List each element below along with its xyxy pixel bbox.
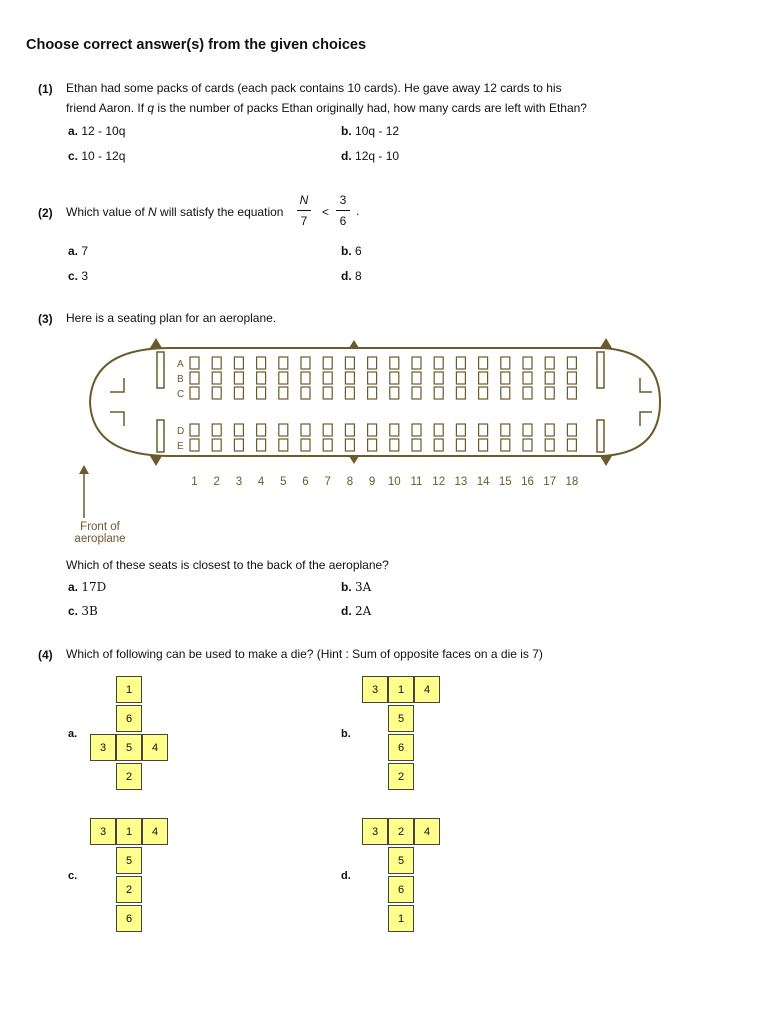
seat-7D <box>323 424 332 436</box>
seat-9D <box>368 424 377 436</box>
seat-12C <box>434 387 443 399</box>
seat-number-11: 11 <box>410 476 423 488</box>
option-text: 12 - 10q <box>81 124 126 138</box>
seat-number-17: 17 <box>543 476 557 488</box>
seat-11D <box>412 424 421 436</box>
net-b-face: 5 <box>388 705 414 732</box>
seat-1A <box>190 357 199 369</box>
seat-5B <box>279 372 288 384</box>
net-d-face: 3 <box>362 818 388 845</box>
seat-18D <box>567 424 576 436</box>
seat-3E <box>234 439 243 451</box>
seat-number-18: 18 <box>565 476 579 488</box>
seat-7E <box>323 439 332 451</box>
seat-18C <box>567 387 576 399</box>
net-a-face: 4 <box>142 734 168 761</box>
question-1-line-1: Ethan had some packs of cards (each pack contains 10 cards). He gave away 12 cards to his <box>66 81 562 95</box>
door-marker-top-mid <box>349 340 359 348</box>
seat-3A <box>234 357 243 369</box>
q1-option-a[interactable] <box>68 124 125 138</box>
seat-6C <box>301 387 310 399</box>
seat-10E <box>390 439 399 451</box>
option-letter: d. <box>341 269 352 283</box>
seat-9E <box>368 439 377 451</box>
seat-9B <box>368 372 377 384</box>
seat-17A <box>545 357 554 369</box>
front-arrow <box>79 465 89 518</box>
option-text: 17D <box>81 580 107 594</box>
q3-option-d[interactable] <box>341 604 371 618</box>
q3-option-a[interactable] <box>68 580 106 594</box>
q3-option-c[interactable] <box>68 604 98 618</box>
fraction-2-denominator: 6 <box>339 214 347 228</box>
seat-number-10: 10 <box>387 476 401 488</box>
option-letter: b. <box>341 244 352 258</box>
net-b-face: 4 <box>414 676 440 703</box>
q1-option-b[interactable] <box>341 124 399 138</box>
seat-number-7: 7 <box>324 476 331 488</box>
door-marker-top-front <box>150 338 162 348</box>
door-marker-bottom-mid <box>349 456 359 464</box>
option-letter: a. <box>68 580 79 594</box>
seat-14A <box>479 357 488 369</box>
seat-14C <box>479 387 488 399</box>
seat-11B <box>412 372 421 384</box>
row-letter-c: C <box>177 389 185 400</box>
seat-13A <box>456 357 465 369</box>
seat-10A <box>390 357 399 369</box>
seat-3D <box>234 424 243 436</box>
seat-17C <box>545 387 554 399</box>
seat-numbers <box>191 476 578 488</box>
front-label-line-2: aeroplane <box>74 533 126 545</box>
question-4-number: (4) <box>38 648 53 662</box>
seat-13D <box>456 424 465 436</box>
net-c-face: 6 <box>116 905 142 932</box>
seat-number-2: 2 <box>213 476 220 488</box>
seat-16B <box>523 372 532 384</box>
question-3-text: Here is a seating plan for an aeroplane. <box>66 311 277 325</box>
seat-15E <box>501 439 510 451</box>
seat-18E <box>567 439 576 451</box>
option-text: 10 - 12q <box>81 149 126 163</box>
seat-8A <box>345 357 354 369</box>
seat-2D <box>212 424 221 436</box>
net-a-face: 5 <box>116 734 142 761</box>
seat-8E <box>345 439 354 451</box>
q2-variable: N <box>148 205 157 219</box>
relation-symbol: < <box>322 205 330 219</box>
option-letter: c. <box>68 269 79 283</box>
option-text: 6 <box>355 244 362 258</box>
q2-text-part: will satisfy the equation <box>156 205 284 219</box>
seat-number-14: 14 <box>476 476 490 488</box>
seat-8C <box>345 387 354 399</box>
seat-7A <box>323 357 332 369</box>
option-letter: c. <box>68 149 79 163</box>
seat-10D <box>390 424 399 436</box>
seat-6A <box>301 357 310 369</box>
seat-16E <box>523 439 532 451</box>
seat-9C <box>368 387 377 399</box>
fraction-bar <box>297 210 311 211</box>
option-letter: d. <box>341 604 352 618</box>
seat-17B <box>545 372 554 384</box>
seat-1E <box>190 439 199 451</box>
net-d-face: 2 <box>388 818 414 845</box>
seat-5E <box>279 439 288 451</box>
seat-1D <box>190 424 199 436</box>
seat-11E <box>412 439 421 451</box>
seat-2A <box>212 357 221 369</box>
seat-17E <box>545 439 554 451</box>
option-letter: b. <box>341 124 352 138</box>
option-letter: a. <box>68 244 79 258</box>
seat-13E <box>456 439 465 451</box>
seat-18A <box>567 357 576 369</box>
option-text: 2A <box>355 604 372 618</box>
q2-option-a[interactable] <box>68 244 88 258</box>
seat-18B <box>567 372 576 384</box>
q2-option-c[interactable] <box>68 269 88 283</box>
seat-number-9: 9 <box>368 476 376 488</box>
option-text: 3 <box>81 269 89 283</box>
seat-7B <box>323 372 332 384</box>
seat-8D <box>345 424 354 436</box>
equation-period: . <box>356 204 360 218</box>
fraction-bar <box>336 210 350 211</box>
net-d-face: 4 <box>414 818 440 845</box>
seat-2C <box>212 387 221 399</box>
seat-12A <box>434 357 443 369</box>
question-3-prompt: Which of these seats is closest to the back of the aeroplane? <box>66 558 389 572</box>
seat-7C <box>323 387 332 399</box>
seat-16A <box>523 357 532 369</box>
net-c-face: 2 <box>116 876 142 903</box>
question-1-line-2 <box>66 98 706 118</box>
question-2-text <box>66 202 283 222</box>
q2-option-b[interactable] <box>341 244 362 258</box>
seat-12E <box>434 439 443 451</box>
row-letter-e: E <box>177 441 184 452</box>
seat-4D <box>257 424 266 436</box>
q1-option-c[interactable] <box>68 149 125 163</box>
q2-option-d[interactable] <box>341 269 362 283</box>
seat-6B <box>301 372 310 384</box>
option-text: 8 <box>355 269 362 283</box>
fraction-1-numerator: N <box>299 193 309 207</box>
net-b-face: 6 <box>388 734 414 761</box>
net-c-face: 4 <box>142 818 168 845</box>
seat-4A <box>257 357 266 369</box>
seat-12D <box>434 424 443 436</box>
q2-text-part: Which value of <box>66 205 149 219</box>
fraction-2 <box>335 193 351 228</box>
seat-12B <box>434 372 443 384</box>
seat-14B <box>479 372 488 384</box>
seat-number-13: 13 <box>454 476 468 488</box>
option-text: 3B <box>81 604 98 618</box>
question-4-text: Which of following can be used to make a die? (Hint : Sum of opposite faces on a die is 7) <box>66 647 543 661</box>
seat-8B <box>345 372 354 384</box>
seat-10B <box>390 372 399 384</box>
question-1-text <box>66 78 706 118</box>
fraction-1 <box>296 193 312 228</box>
q1-variable: q <box>147 101 155 115</box>
net-b-face: 3 <box>362 676 388 703</box>
seat-number-3: 3 <box>235 476 243 488</box>
net-d-face: 5 <box>388 847 414 874</box>
option-text: 3A <box>355 580 372 594</box>
seat-16D <box>523 424 532 436</box>
seat-11A <box>412 357 421 369</box>
seat-5C <box>279 387 288 399</box>
door-marker-bottom-rear <box>600 456 612 466</box>
row-letter-d: D <box>177 426 185 437</box>
seat-14D <box>479 424 488 436</box>
net-a-face: 6 <box>116 705 142 732</box>
q1-text-part: is the number of packs Ethan originally had, how many cards are left with Ethan? <box>154 101 587 115</box>
option-letter: d. <box>341 149 352 163</box>
seat-number-1: 1 <box>191 476 198 488</box>
seat-9A <box>368 357 377 369</box>
fraction-2-numerator: 3 <box>339 193 347 207</box>
option-text: 12q - 10 <box>355 149 400 163</box>
seat-1B <box>190 372 199 384</box>
seat-number-4: 4 <box>257 476 265 488</box>
option-text: 7 <box>81 244 89 258</box>
seat-2E <box>212 439 221 451</box>
seat-6D <box>301 424 310 436</box>
door-marker-top-rear <box>600 338 612 348</box>
net-d-label[interactable]: d. <box>341 870 351 882</box>
row-letter-a: A <box>177 359 184 370</box>
seat-15C <box>501 387 510 399</box>
seat-number-16: 16 <box>521 476 534 488</box>
seat-grid <box>190 357 576 451</box>
front-label-line-1: Front of <box>80 521 120 533</box>
door-marker-bottom-front <box>150 456 162 466</box>
seat-11C <box>412 387 421 399</box>
net-a-label[interactable]: a. <box>68 728 78 740</box>
net-c-label[interactable]: c. <box>68 870 78 882</box>
page-title: Choose correct answer(s) from the given choices <box>26 37 367 53</box>
seat-number-15: 15 <box>498 476 512 488</box>
seat-14E <box>479 439 488 451</box>
seat-number-6: 6 <box>302 476 309 488</box>
question-2-number: (2) <box>38 206 53 220</box>
net-c-face: 1 <box>116 818 142 845</box>
seat-number-12: 12 <box>432 476 446 488</box>
seat-17D <box>545 424 554 436</box>
seat-number-8: 8 <box>346 476 354 488</box>
net-a-face: 1 <box>116 676 142 703</box>
question-1-number: (1) <box>38 82 53 96</box>
seat-5A <box>279 357 288 369</box>
seat-10C <box>390 387 399 399</box>
seat-4B <box>257 372 266 384</box>
seat-15B <box>501 372 510 384</box>
seat-3C <box>234 387 243 399</box>
row-letters <box>177 359 184 452</box>
row-letter-b: B <box>177 374 184 385</box>
q3-option-b[interactable] <box>341 580 371 594</box>
net-c-face: 3 <box>90 818 116 845</box>
seat-3B <box>234 372 243 384</box>
seat-15A <box>501 357 510 369</box>
seat-15D <box>501 424 510 436</box>
net-b-face: 1 <box>388 676 414 703</box>
seat-4C <box>257 387 266 399</box>
seat-5D <box>279 424 288 436</box>
seat-1C <box>190 387 199 399</box>
seat-13C <box>456 387 465 399</box>
seating-plan <box>0 330 768 550</box>
fuselage-outline <box>90 348 660 456</box>
net-c-face: 5 <box>116 847 142 874</box>
option-letter: c. <box>68 604 79 618</box>
net-a-face: 3 <box>90 734 116 761</box>
q1-text-part: friend Aaron. If <box>66 101 148 115</box>
seat-4E <box>257 439 266 451</box>
net-d-face: 6 <box>388 876 414 903</box>
seat-6E <box>301 439 310 451</box>
option-text: 10q - 12 <box>355 124 400 138</box>
seat-16C <box>523 387 532 399</box>
question-3-number: (3) <box>38 312 53 326</box>
fraction-1-denominator: 7 <box>300 214 308 228</box>
seat-13B <box>456 372 465 384</box>
seat-2B <box>212 372 221 384</box>
net-b-face: 2 <box>388 763 414 790</box>
net-a-face: 2 <box>116 763 142 790</box>
net-b-label[interactable]: b. <box>341 728 351 740</box>
seat-number-5: 5 <box>280 476 287 488</box>
option-letter: a. <box>68 124 79 138</box>
option-letter: b. <box>341 580 352 594</box>
q1-option-d[interactable] <box>341 149 399 163</box>
net-d-face: 1 <box>388 905 414 932</box>
